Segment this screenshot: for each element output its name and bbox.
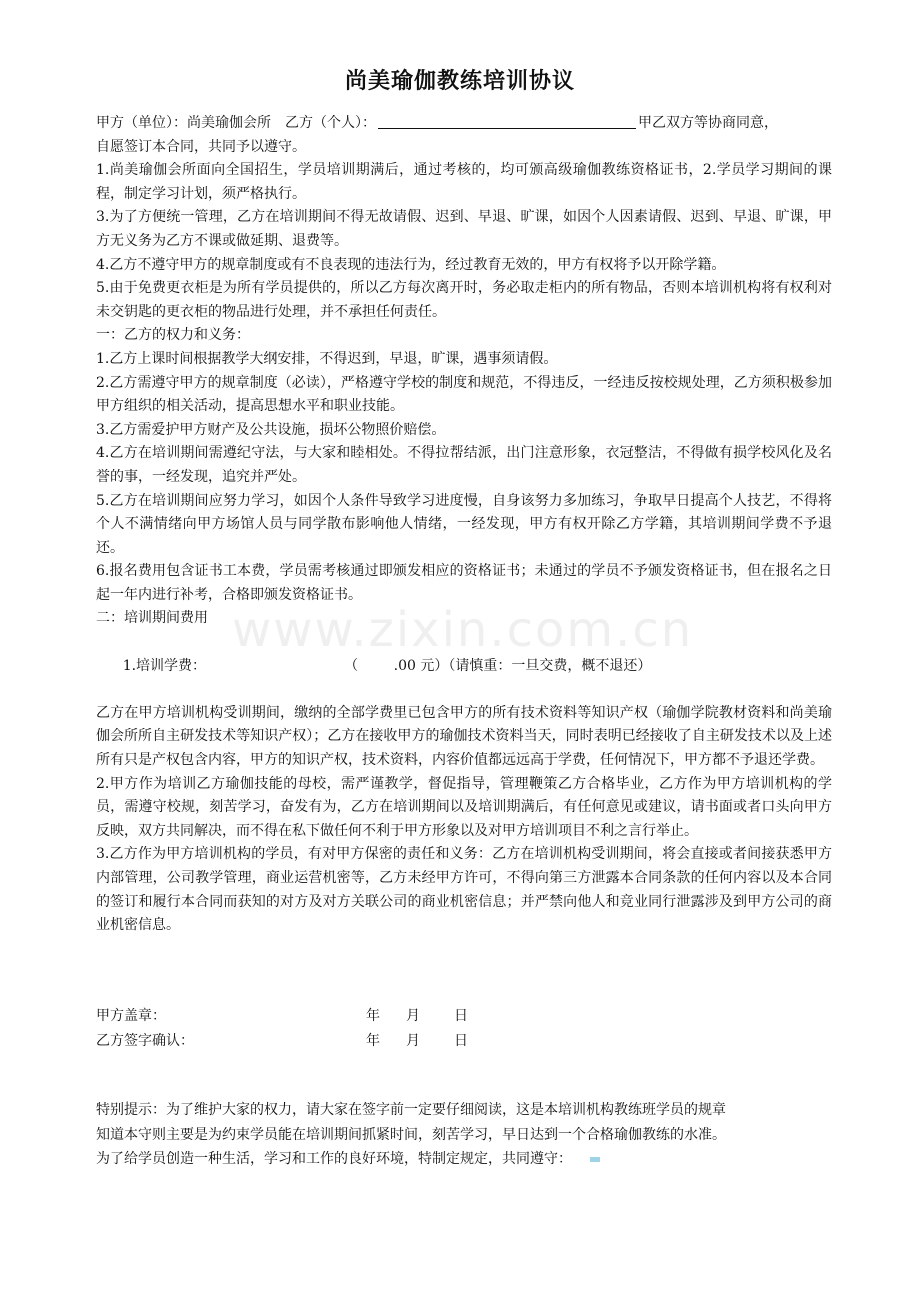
section1-item: 5.乙方在培训期间应努力学习，如因个人条件导致学习进度慢，自身该努力多加练习，争取早日提高个人技艺，不得将个人不满情绪向甲方场馆人员与同学散布影响他人情绪，一经发现，甲方有权开除乙方学籍，其培训期间学费不予退还。 xyxy=(96,492,832,556)
clause-1: 1.尚美瑜伽会所面向全国招生，学员培训期满后，通过考核的，均可颁高级瑜伽教练资格证书，2.学员学习期间的课程，制定学习计划，须严格执行。 xyxy=(96,162,832,202)
party-a-label: 甲方（单位）：尚美瑜伽会所 xyxy=(96,115,271,131)
date-year: 年 xyxy=(366,1033,380,1049)
notice-line: 特别提示：为了维护大家的权力，请大家在签字前一定要仔细阅读，这是本培训机构教练班学员的规章 xyxy=(96,1102,726,1118)
date-day: 日 xyxy=(454,1033,468,1049)
highlight-marker xyxy=(590,1157,600,1162)
section2-item: 乙方在甲方培训机构受训期间，缴纳的全部学费里已包含甲方的所有技术资料等知识产权（瑜伽学院教材资料和尚美瑜伽会所所自主研发技术等知识产权）；乙方在接收甲方的瑜伽技术资料当天，同时表明已经接收了自主研发技术以及上述所有只是产权包含内容，甲方的知识产权，技术资料，内容价值都远远高于学费，任何情况下，甲方都不予退还学费。 xyxy=(96,704,832,769)
party-b-label: 乙方（个人）： xyxy=(285,115,376,131)
party-line-end: 甲乙双方等协商同意， xyxy=(638,115,778,131)
date-month: 月 xyxy=(406,1033,420,1049)
party-line xyxy=(96,112,832,136)
page-title: 尚美瑜伽教练培训协议 xyxy=(344,69,575,94)
section2-heading: 二：培训期间费用 xyxy=(96,610,208,627)
clause-4: 4.乙方不遵守甲方的规章制度或有不良表现的违法行为，经过教育无效的，甲方有权将予以开除学籍。 xyxy=(96,256,726,273)
section1-item: 1.乙方上课时间根据教学大纲安排，不得迟到，早退，旷课，遇事须请假。 xyxy=(96,350,558,367)
date-year: 年 xyxy=(366,1008,380,1024)
date-day: 日 xyxy=(454,1008,468,1024)
section1-item: 6.报名费用包含证书工本费，学员需考核通过即颁发相应的资格证书；未通过的学员不予颁发资格证书，但在报名之日起一年内进行补考，合格即颁发资格证书。 xyxy=(96,563,832,603)
party-a-seal-label: 甲方盖章： xyxy=(96,1008,166,1024)
section2-item: 3.乙方作为甲方培训机构的学员，有对甲方保密的责任和义务：乙方在培训机构受训期间，将会直接或者间接获悉甲方内部管理，公司教学管理，商业运营机密等，乙方未经甲方许可，不得向第三方泄露本合同条款的任何内容以及本合同的签订和履行本合同而获知的对方及对方关联公司的商业机密信息；并严禁向他人和竞业同行泄露涉及到甲方公司的商业机密信息。 xyxy=(96,846,832,934)
party-b-name-blank[interactable] xyxy=(378,112,636,129)
intro-continuation: 自愿签订本合同，共同予以遵守。 xyxy=(96,138,306,155)
notice-line-text: 为了给学员创造一种生活，学习和工作的良好环境，特制定规定，共同遵守： xyxy=(96,1151,572,1167)
date-month: 月 xyxy=(406,1008,420,1024)
agreement-body xyxy=(96,112,832,938)
fee-line xyxy=(96,631,832,702)
section2-item: 2.甲方作为培训乙方瑜伽技能的母校，需严谨教学，督促指导，管理鞭策乙方合格毕业，乙方作为甲方培训机构的学员，需遵守校规，刻苦学习，奋发有为，乙方在培训期间以及培训期满后，有任何意见或建议，请书面或者口头向甲方反映，双方共同解决，而不得在私下做任何不利于甲方形象以及对甲方培训项目不利之言行举止。 xyxy=(96,775,832,839)
section1-item: 2.乙方需遵守甲方的规章制度（必读），严格遵守学校的制度和规范，不得违反，一经违反按校规处理，乙方须积极参加甲方组织的相关活动，提高思想水平和职业技能。 xyxy=(96,374,832,415)
section1-item: 3.乙方需爱护甲方财产及公共设施，损坏公物照价赔偿。 xyxy=(96,421,446,438)
fee-amount: （ .00 元）（请慎重：一旦交费，概不退还） xyxy=(344,657,652,674)
section1-item: 4.乙方在培训期间需遵纪守法，与大家和睦相处。不得拉帮结派，出门注意形象，衣冠整洁，不得做有损学校风化及名誉的事，一经发现，追究并严处。 xyxy=(96,445,832,485)
notice-line: 知道本守则主要是为约束学员能在培训期间抓紧时间，刻苦学习，早日达到一个合格瑜伽教练的水准。 xyxy=(96,1126,726,1143)
clause-5: 5.由于免费更衣柜是为所有学员提供的，所以乙方每次离开时，务必取走柜内的所有物品，否则本培训机构将有权利对未交钥匙的更衣柜的物品进行处理，并不承担任何责任。 xyxy=(96,280,832,320)
clause-3: 3.为了方便统一管理，乙方在培训期间不得无故请假、迟到、早退、旷课，如因个人因素请假、迟到、早退、旷课，甲方无义务为乙方不课或做延期、退费等。 xyxy=(96,209,832,249)
notice-line xyxy=(96,1147,836,1172)
section1-heading: 一：乙方的权力和义务： xyxy=(96,327,250,344)
special-notice xyxy=(96,1098,836,1172)
watermark: www.zixin.com.cn xyxy=(232,602,694,658)
party-b-sign-label: 乙方签字确认： xyxy=(96,1033,194,1049)
fee-label: 1.培训学费： xyxy=(122,657,207,674)
